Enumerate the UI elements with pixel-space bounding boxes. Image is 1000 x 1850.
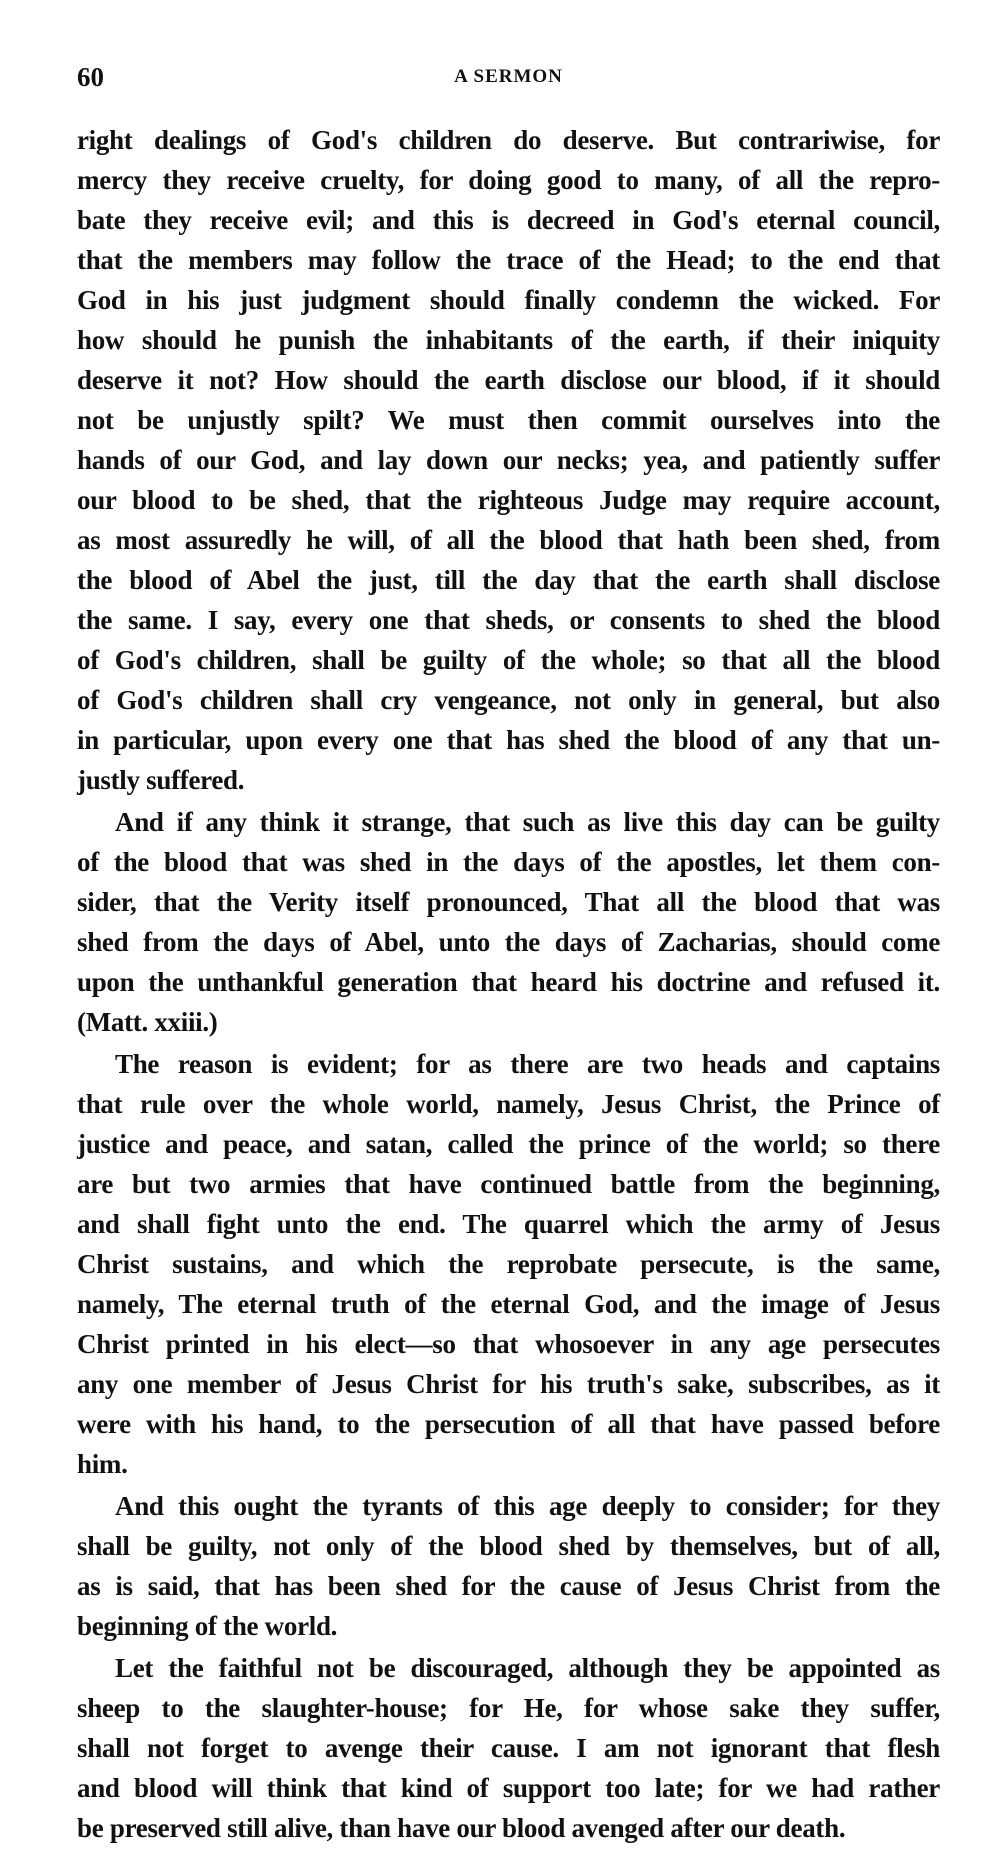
text-line: The reason is evident; for as there are two heads and captains — [115, 1049, 940, 1079]
text-line: of God's children, shall be guilty of the whole; so that all the blood — [77, 645, 940, 675]
page-number: 60 — [77, 62, 104, 92]
body-text — [77, 120, 940, 1850]
text-line: our blood to be shed, that the righteous Judge may require account, — [77, 485, 940, 515]
text-line: of God's children shall cry vengeance, not only in general, but also — [77, 685, 940, 715]
text-line: Christ printed in his elect—so that whosoever in any age persecutes — [77, 1329, 940, 1359]
paragraph — [77, 1648, 940, 1848]
text-line: the same. I say, every one that sheds, or consents to shed the blood — [77, 605, 940, 635]
text-line: deserve it not? How should the earth disclose our blood, if it should — [77, 365, 940, 395]
page-header — [77, 62, 940, 98]
text-line: namely, The eternal truth of the eternal God, and the image of Jesus — [77, 1289, 940, 1319]
text-line: the blood of Abel the just, till the day that the earth shall disclose — [77, 565, 940, 595]
text-line: shall not forget to avenge their cause. I am not ignorant that flesh — [77, 1733, 940, 1763]
running-title: A SERMON — [454, 66, 563, 87]
text-line: beginning of the world. — [77, 1611, 338, 1641]
paragraph — [77, 120, 940, 800]
text-line: Christ sustains, and which the reprobate persecute, is the same, — [77, 1249, 940, 1279]
text-line: justice and peace, and satan, called the prince of the world; so there — [77, 1129, 940, 1159]
paragraph — [77, 1486, 940, 1646]
text-line: And this ought the tyrants of this age deeply to consider; for they — [115, 1491, 940, 1521]
text-line: sider, that the Verity itself pronounced, That all the blood that was — [77, 887, 940, 917]
text-line: shed from the days of Abel, unto the days of Zacharias, should come — [77, 927, 940, 957]
text-line: God in his just judgment should finally condemn the wicked. For — [77, 285, 940, 315]
text-line: as most assuredly he will, of all the blood that hath been shed, from — [77, 525, 940, 555]
text-line: shall be guilty, not only of the blood shed by themselves, but of all, — [77, 1531, 940, 1561]
text-line: that the members may follow the trace of the Head; to the end that — [77, 245, 940, 275]
text-line: upon the unthankful generation that heard his doctrine and refused it. — [77, 967, 940, 997]
text-line: are but two armies that have continued battle from the beginning, — [77, 1169, 940, 1199]
text-line: mercy they receive cruelty, for doing good to many, of all the repro- — [77, 165, 940, 195]
text-line: him. — [77, 1449, 128, 1479]
text-line: And if any think it strange, that such as live this day can be guilty — [115, 807, 940, 837]
text-line: be preserved still alive, than have our blood avenged after our death. — [77, 1813, 846, 1843]
text-line: bate they receive evil; and this is decreed in God's eternal council, — [77, 205, 940, 235]
text-line: right dealings of God's children do deserve. But contrariwise, for — [77, 125, 940, 155]
paragraph — [77, 1044, 940, 1484]
text-line: not be unjustly spilt? We must then commit ourselves into the — [77, 405, 940, 435]
text-line: how should he punish the inhabitants of the earth, if their iniquity — [77, 325, 940, 355]
text-line: Let the faithful not be discouraged, although they be appointed as — [115, 1653, 940, 1683]
text-line: justly suffered. — [77, 765, 245, 795]
text-line: that rule over the whole world, namely, Jesus Christ, the Prince of — [77, 1089, 940, 1119]
text-line: were with his hand, to the persecution of all that have passed before — [77, 1409, 940, 1439]
paragraph — [77, 802, 940, 1042]
text-line: (Matt. xxiii.) — [77, 1007, 218, 1037]
text-line: of the blood that was shed in the days of the apostles, let them con- — [77, 847, 940, 877]
text-line: and blood will think that kind of support too late; for we had rather — [77, 1773, 940, 1803]
text-line: any one member of Jesus Christ for his truth's sake, subscribes, as it — [77, 1369, 940, 1399]
text-line: hands of our God, and lay down our necks; yea, and patiently suffer — [77, 445, 940, 475]
text-line: sheep to the slaughter-house; for He, for whose sake they suffer, — [77, 1693, 940, 1723]
text-line: and shall fight unto the end. The quarrel which the army of Jesus — [77, 1209, 940, 1239]
text-line: as is said, that has been shed for the cause of Jesus Christ from the — [77, 1571, 940, 1601]
text-line: in particular, upon every one that has shed the blood of any that un- — [77, 725, 940, 755]
